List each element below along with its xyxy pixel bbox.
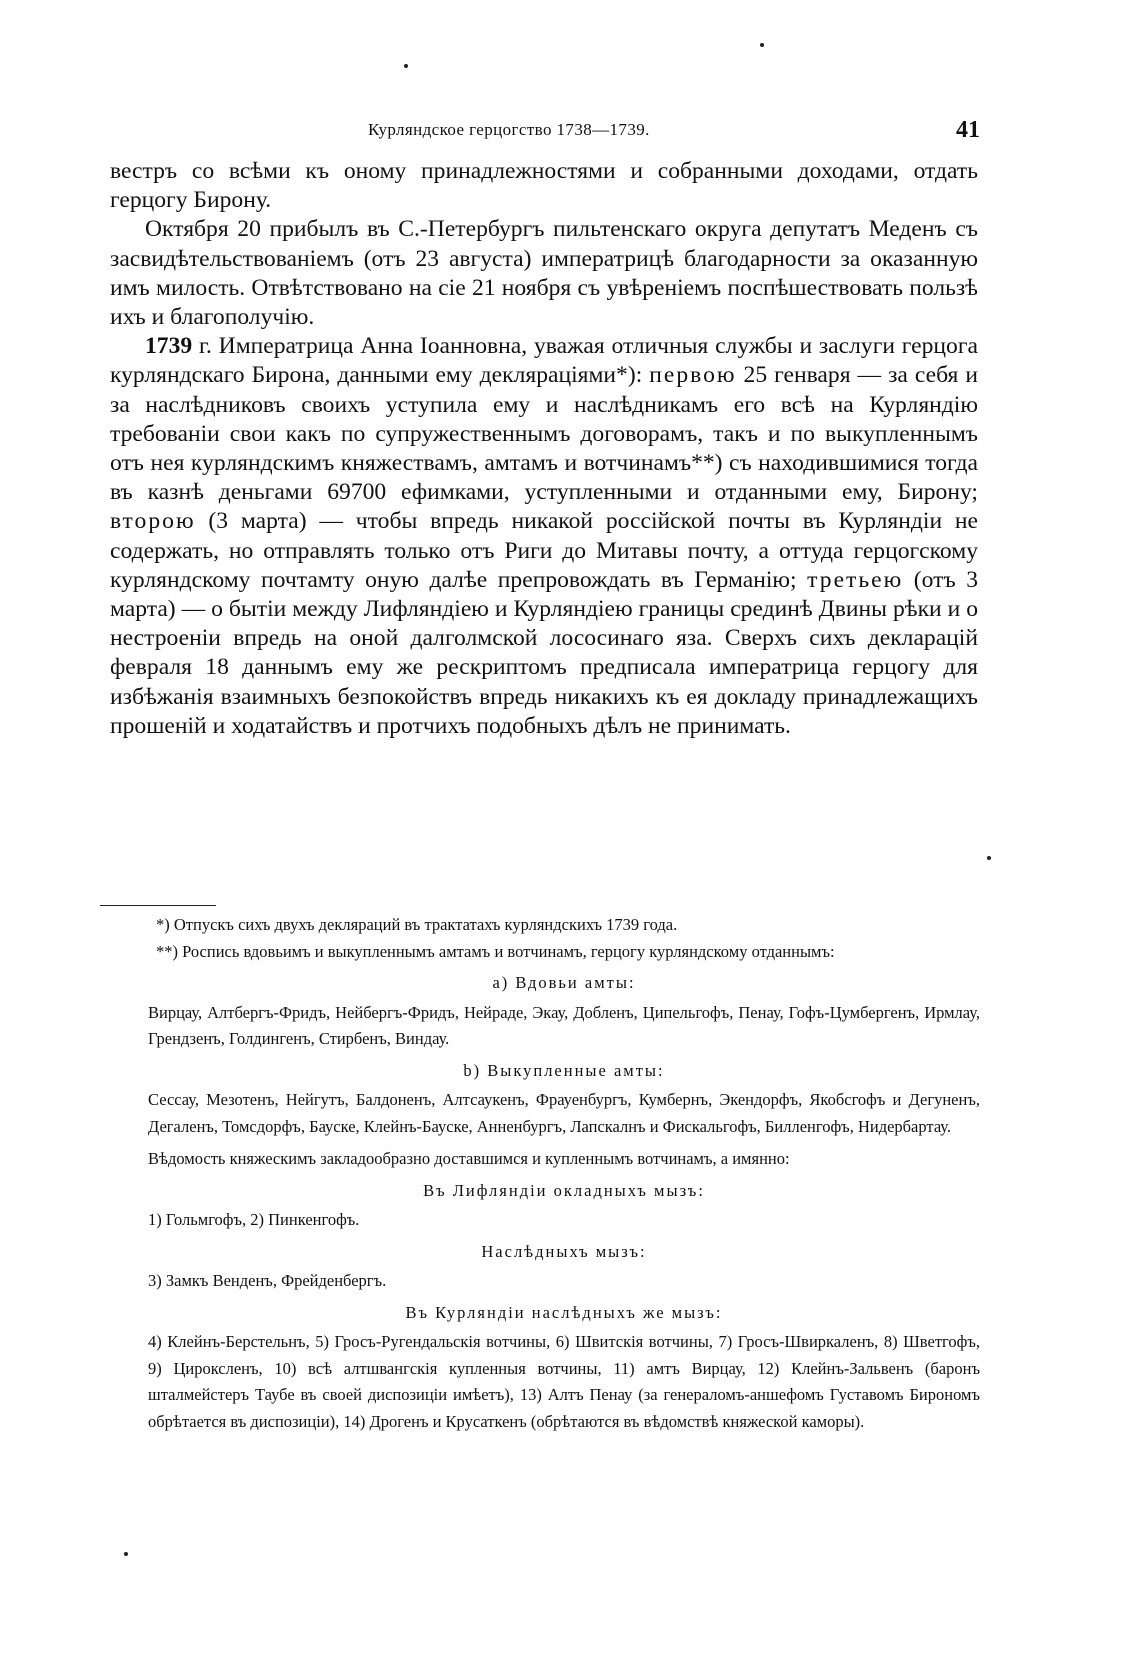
speck: [124, 1552, 128, 1556]
year-label: 1739: [145, 333, 193, 360]
paragraph-1739: 1739 г. Императрица Анна Іоанновна, уважая отличныя службы и заслуги герцога курляндскаго Бирона, данными ему декляраціями*): первою 25 генваря — за себя и за наслѣдниковъ своихъ уступила ему и наслѣдникамъ его всѣ на Курляндію требованіи свои какъ по супружественнымъ договорамъ, такъ и по выкупленнымъ отъ нея курляндскимъ княжествамъ, амтамъ и вотчинамъ**) съ находившимися тогда въ казнѣ деньгами 69700 ефимками, уступленными и отданными ему, Бирону; второю (3 марта) — чтобы впредь никакой россійской почты въ Курляндіи не содержать, но отправлять только отъ Риги до Митавы почту, а оттуда герцогскому курляндскому почтамту оную далѣе препровождать въ Германію; третьею (отъ 3 марта) — о бытіи между Лифляндіею и Курляндіею границы срединѣ Двины рѣки и о нестроеніи впредь на оной далголмской лососинаго яза. Сверхъ сихъ декларацій февраля 18 даннымъ ему же рескриптомъ предписала императрица герцогу для избѣжанія взаимныхъ безпокойствъ впредь никакихъ къ ея докладу принадлежащихъ прошеній и ходатайствъ и протчихъ подобныхъ дѣлъ не принимать.: [110, 333, 979, 739]
heading-courland: Въ Курляндіи наслѣдныхъ же мызъ:: [405, 1302, 723, 1322]
running-title: Курляндское герцогство 1738—1739.: [368, 120, 650, 139]
heading-widow-amts: a) Вдовьи амты:: [492, 973, 636, 992]
heading-livland: Въ Лифляндіи окладныхъ мызъ:: [423, 1180, 705, 1200]
list-widow-amts: Вирцау, Алтбергъ-Фридъ, Нейбергъ-Фридъ, Нейраде, Экау, Добленъ, Ципельгофъ, Пенау, Гофъ-Цумбергенъ, Ирмлау, Грендзенъ, Голдингенъ, Стирбенъ, Виндау.: [148, 1002, 980, 1048]
speck: [760, 43, 764, 47]
list-hereditary: 3) Замкъ Венденъ, Фрейденбергъ.: [148, 1271, 387, 1290]
speck: [987, 856, 991, 860]
paragraph-october: Октября 20 прибылъ въ С.-Петербургъ пильтенскаго округа депутатъ Меденъ съ засвидѣтельствованіемъ (отъ 23 августа) императрицѣ благодарности за оказанную имъ милость. Отвѣтствовано на сіе 21 ноября съ увѣреніемъ поспѣшествовать пользѣ ихъ и благополучію.: [110, 216, 978, 331]
spaced-word: третьею: [807, 566, 904, 593]
vedomost-line: Вѣдомость княжескимъ закладообразно доставшимся и купленнымъ вотчинамъ, а имянно:: [148, 1149, 790, 1168]
list-redeemed-amts: Сессау, Мезотенъ, Нейгутъ, Балдоненъ, Алтсаукенъ, Фрауенбургъ, Кумбернъ, Экендорфъ, Якобсгофъ и Дегуненъ, Дегаленъ, Томсдорфъ, Бауске, Клейнъ-Бауске, Анненбургъ, Лапскалнъ и Фискальгофъ, Билленгофъ, Нидербартау.: [148, 1090, 980, 1136]
footnote-rule: [100, 905, 216, 906]
footnotes: [148, 912, 980, 1435]
spaced-word: первою: [649, 362, 737, 389]
page-number: 41: [956, 117, 980, 143]
page-header: [100, 117, 980, 149]
list-livland: 1) Гольмгофъ, 2) Пинкенгофъ.: [148, 1210, 360, 1229]
spaced-word: второю: [110, 508, 196, 535]
paragraph-continuation: вестръ со всѣми къ оному принадлежностями и собранными доходами, отдать герцогу Бирону.: [110, 158, 978, 214]
list-courland: 4) Клейнъ-Берстельнъ, 5) Гросъ-Ругендальскія вотчины, 6) Швитскія вотчины, 7) Гросъ-Швиркаленъ, 8) Шветгофъ, 9) Цироксленъ, 10) всѣ алтшвангскія купленныя вотчины, 11) амтъ Вирцау, 12) Клейнъ-Зальвенъ (баронъ шталмейстеръ Таубе въ своей диспозиціи имѣетъ), 13) Алтъ Пенау (за генераломъ-аншефомъ Густавомъ Бирономъ обрѣтается въ диспозиціи), 14) Дрогенъ и Крусаткенъ (обрѣтаются въ вѣдомствѣ княжеской каморы).: [148, 1332, 980, 1431]
speck: [404, 64, 408, 68]
main-text: [110, 157, 978, 741]
footnote-1: *) Отпускъ сихъ двухъ декляраций въ трактатахъ курляндскихъ 1739 года.: [156, 915, 678, 934]
heading-redeemed-amts: b) Выкупленные амты:: [463, 1060, 665, 1080]
footnote-2: **) Роспись вдовьимъ и выкупленнымъ амтамъ и вотчинамъ, герцогу курляндскому отданнымъ:: [156, 941, 835, 961]
heading-hereditary: Наслѣдныхъ мызъ:: [481, 1241, 647, 1261]
